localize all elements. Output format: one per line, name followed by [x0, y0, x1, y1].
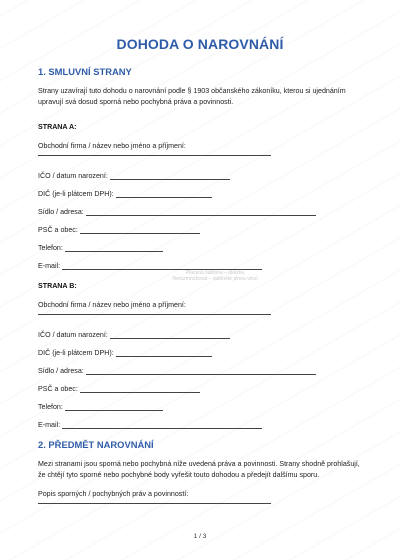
party-b-psc-field	[38, 385, 362, 403]
party-b-email-label: E-mail:	[38, 421, 61, 430]
party-a-dic-label: DIČ (je-li plátcem DPH):	[38, 190, 114, 199]
party-a-dic-line[interactable]	[116, 190, 212, 198]
party-b-dic-line[interactable]	[116, 349, 212, 357]
party-a-ico-line[interactable]	[110, 172, 230, 180]
watermark-line-2: Nerozmnožovat – stáhněte plnou verzi	[172, 276, 258, 283]
party-b-label: STRANA B:	[38, 282, 77, 291]
party-b-email-line[interactable]	[62, 421, 262, 429]
subject-list-label: Popis sporných / pochybných práv a povinností:	[38, 490, 189, 499]
party-b-ico-line[interactable]	[110, 331, 230, 339]
party-a-psc-label: PSČ a obec:	[38, 226, 78, 235]
section-heading-subject: 2. PŘEDMĚT NAROVNÁNÍ	[38, 439, 154, 451]
party-a-name-line[interactable]	[38, 155, 271, 156]
watermark	[140, 270, 290, 282]
party-b-name-line[interactable]	[38, 314, 271, 315]
party-b-name-field	[38, 301, 362, 314]
party-b-telefon-label: Telefon:	[38, 403, 63, 412]
party-a-sidlo-field	[38, 208, 362, 226]
party-a-sidlo-label: Sídlo / adresa:	[38, 208, 84, 217]
party-b-ico-field	[38, 331, 362, 349]
subject-list-field	[38, 490, 362, 503]
watermark-line-1: Placená šablona – ukázka	[185, 270, 245, 276]
party-a-ico-field	[38, 172, 362, 190]
party-a-ico-label: IČO / datum narození:	[38, 172, 108, 181]
subject-list-line[interactable]	[38, 503, 271, 504]
section-heading-parties: 1. SMLUVNÍ STRANY	[38, 66, 132, 77]
party-a-email-line[interactable]	[62, 262, 262, 270]
party-b-sidlo-line[interactable]	[86, 367, 316, 375]
party-b-ico-label: IČO / datum narození:	[38, 331, 108, 340]
party-b-dic-field	[38, 349, 362, 367]
party-b-sidlo-label: Sídlo / adresa:	[38, 367, 84, 376]
party-a-telefon-field	[38, 244, 362, 262]
party-a-telefon-line[interactable]	[65, 244, 163, 252]
party-b-dic-label: DIČ (je-li plátcem DPH):	[38, 349, 114, 358]
party-a-name-field	[38, 142, 362, 155]
party-b-sidlo-field	[38, 367, 362, 385]
section-text-parties: Strany uzavírají tuto dohodu o narovnání podle § 1903 občanského zákoníku, kterou si ujednáním upravují svá dosud sporná nebo pochybná práva a povinnosti.	[38, 87, 346, 106]
party-b-email-field	[38, 421, 362, 439]
document-title: DOHODA O NAROVNÁNÍ	[116, 36, 284, 52]
party-a-label: STRANA A:	[38, 123, 77, 132]
party-b-psc-label: PSČ a obec:	[38, 385, 78, 394]
party-b-name-label: Obchodní firma / název nebo jméno a příjmení:	[38, 301, 186, 310]
party-a-name-label: Obchodní firma / název nebo jméno a příjmení:	[38, 142, 186, 151]
party-a-psc-field	[38, 226, 362, 244]
party-a-email-label: E-mail:	[38, 262, 61, 271]
page-number: 1 / 3	[193, 533, 207, 540]
party-b-telefon-line[interactable]	[65, 403, 163, 411]
section-text-subject: Mezi stranami jsou sporná nebo pochybná níže uvedená práva a povinnosti. Strany shodně prohlašují, že chtějí tyto sporné nebo pochybné body vyřešit touto dohodou a předejít dalšímu sporu.	[38, 460, 360, 479]
party-a-psc-line[interactable]	[80, 226, 200, 234]
party-a-dic-field	[38, 190, 362, 208]
party-b-telefon-field	[38, 403, 362, 421]
party-a-telefon-label: Telefon:	[38, 244, 63, 253]
party-a-sidlo-line[interactable]	[86, 208, 316, 216]
party-b-psc-line[interactable]	[80, 385, 200, 393]
